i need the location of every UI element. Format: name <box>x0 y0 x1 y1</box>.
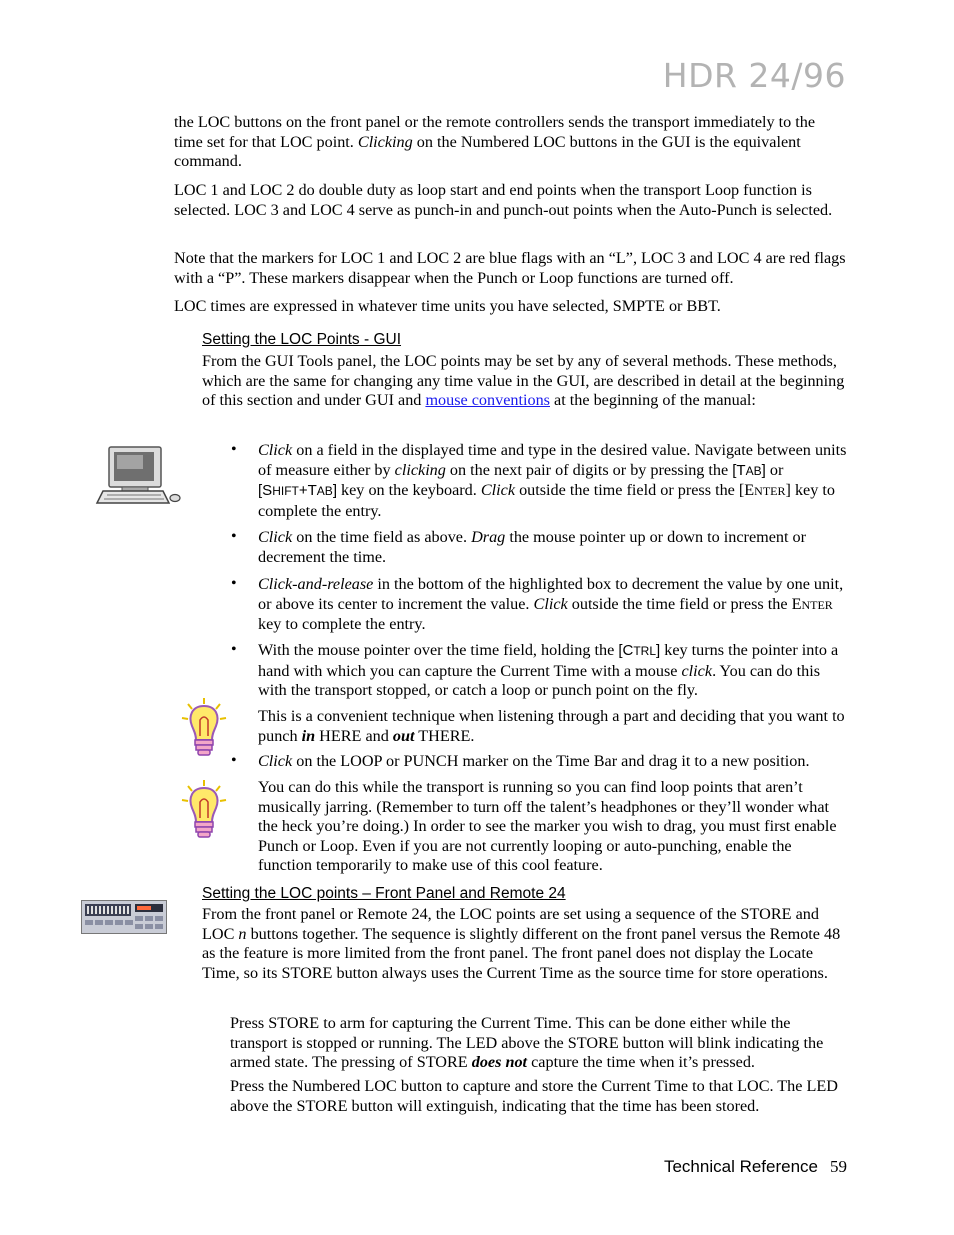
paragraph-front-panel-intro <box>202 905 848 983</box>
page-number: 59 <box>830 1157 847 1176</box>
text-italic: clicking <box>394 460 446 479</box>
text: ] <box>656 642 661 659</box>
text-italic: n <box>238 924 247 943</box>
mouse-conventions-link[interactable]: mouse conventions <box>425 391 550 410</box>
text: [T <box>732 461 746 479</box>
computer-icon <box>95 445 185 512</box>
step-press-store <box>230 1014 848 1073</box>
text: buttons together. The sequence is slightly different on the front panel versus the Remote 48 as the feature is more limited from the front panel. The front panel does not display the Locate Time, so its STORE button always uses the Current Time as the source time for store operations. <box>202 924 841 982</box>
text-bold-italic: does not <box>471 1053 528 1072</box>
text: ] <box>761 461 766 479</box>
text: outside the time field or press the [E <box>515 481 755 500</box>
bullet-icon: • <box>231 575 237 592</box>
text: This is a convenient technique when listening through a part and deciding that you want to punch <box>258 707 845 745</box>
bullet-icon: • <box>231 528 237 545</box>
text: [S <box>258 482 273 500</box>
text: key turns the pointer into a hand with which you can capture the Current Time with a mouse <box>258 641 839 680</box>
text-italic: Click <box>258 441 293 459</box>
text: the mouse pointer up or down to increment or decrement the time. <box>258 528 807 566</box>
text: NTER <box>754 484 786 499</box>
text: Press STORE to arm for capturing the Current Time. This can be done either while the transport is stopped or running. The LED above the STORE button will blink indicating the armed state. The pressing of STORE <box>230 1014 824 1072</box>
paragraph-loc-buttons <box>174 113 844 172</box>
text-italic: Click <box>258 528 293 546</box>
tip-drag-loop: You can do this while the transport is running so you can find loop points that aren’t musically jarring. (Remember to turn off the talent’s headphones or they’ll wonder what the heck you’re doing.) In order to see the marker you wish to drag, you must first enable Punch or Loop. Even if you are not currently looping or auto-punching, enable the function temporarily to make use of this cool feature. <box>258 778 837 875</box>
paragraph-loc-times: LOC times are expressed in whatever time units you have selected, SMPTE or BBT. <box>174 297 721 315</box>
text: From the GUI Tools panel, the LOC points may be set by any of several methods. These methods, which are the same for changing any time value in the GUI, are described in detail at the beginning of this section and under GUI and <box>202 352 845 410</box>
heading-front-panel: Setting the LOC points – Front Panel and Remote 24 <box>202 885 566 902</box>
text-bold-italic: in <box>301 726 316 745</box>
text: ] <box>332 482 337 500</box>
text-italic: click <box>681 661 713 680</box>
step-press-loc: Press the Numbered LOC button to capture and store the Current Time to that LOC. The LED above the STORE button will extinguish, indicating that the time has been stored. <box>230 1077 838 1115</box>
text: on the next pair of digits or by pressing the <box>445 460 733 479</box>
bullet-type-value <box>258 441 848 521</box>
text: key on the keyboard. <box>336 481 481 500</box>
text: THERE. <box>414 726 475 745</box>
paragraph-gui-intro <box>202 352 848 411</box>
bullet-click-release <box>258 575 848 635</box>
text: in the bottom of the highlighted box to decrement the value by one unit, or above its center to increment the value. <box>258 575 844 613</box>
text-italic: Click <box>533 594 568 613</box>
text: on the Numbered LOC buttons in the GUI is the equivalent command. <box>174 132 801 171</box>
text: TRL <box>633 644 657 658</box>
bullet-drag-marker <box>258 752 850 772</box>
text: or <box>765 460 784 479</box>
text-italic: Click-and-release <box>258 575 374 593</box>
text: at the beginning of the manual: <box>549 391 756 410</box>
text-italic: Click <box>258 752 293 770</box>
key-ctrl <box>618 642 660 659</box>
paragraph-loc-loop: LOC 1 and LOC 2 do double duty as loop start and end points when the transport Loop function is selected. LOC 3 and LOC 4 serve as punch-in and punch-out points when the Auto-Punch is selected. <box>174 181 833 219</box>
text: HERE and <box>315 726 393 745</box>
text-italic: Clicking <box>357 132 413 151</box>
paragraph-loc-markers: Note that the markers for LOC 1 and LOC 2 are blue flags with an “L”, LOC 3 and LOC 4 are red flags with a “P”. These markers disappear when the Punch or Loop functions are turned off. <box>174 249 846 287</box>
text: [C <box>618 642 634 659</box>
text: ] key to complete the entry. <box>258 481 835 520</box>
text: outside the time field or press the E <box>567 594 802 613</box>
text: on the LOOP or PUNCH marker on the Time Bar and drag it to a new position. <box>292 752 810 770</box>
text: HIFT <box>272 484 299 499</box>
text-italic: Drag <box>471 528 506 546</box>
text: on a field in the displayed time and type in the desired value. Navigate between units of measure either by <box>258 441 847 479</box>
text-bold-italic: out <box>392 726 415 745</box>
bullet-ctrl <box>258 641 848 701</box>
key-tab <box>732 462 766 479</box>
key-shift-tab <box>258 482 337 499</box>
lightbulb-icon <box>180 780 228 847</box>
page-header-title: HDR 24/96 <box>662 56 846 95</box>
text-italic: Click <box>480 481 516 500</box>
bullet-icon: • <box>231 441 237 458</box>
page-footer <box>664 1157 847 1177</box>
text: NTER <box>801 597 833 612</box>
text: +T <box>298 482 317 500</box>
lightbulb-icon <box>180 698 228 765</box>
text: key to complete the entry. <box>258 615 426 634</box>
text: AB <box>316 484 333 499</box>
text: capture the time when it’s pressed. <box>527 1053 755 1072</box>
text: on the time field as above. <box>292 528 472 546</box>
text: With the mouse pointer over the time field, holding the <box>258 641 619 659</box>
text: . You can do this with the transport stopped, or catch a loop or punch point on the fly. <box>258 661 820 700</box>
tip-punch <box>258 707 848 746</box>
bullet-icon: • <box>231 752 237 769</box>
front-panel-icon <box>81 900 167 939</box>
text: the LOC buttons on the front panel or the remote controllers sends the transport immediately to the time set for that LOC point. <box>174 113 816 151</box>
text: From the front panel or Remote 24, the LOC points are set using a sequence of the STORE and LOC <box>202 905 819 943</box>
bullet-drag <box>258 528 848 567</box>
text: AB <box>745 463 762 478</box>
bullet-icon: • <box>231 641 237 658</box>
heading-gui: Setting the LOC Points - GUI <box>202 331 402 348</box>
footer-section: Technical Reference <box>663 1157 818 1176</box>
